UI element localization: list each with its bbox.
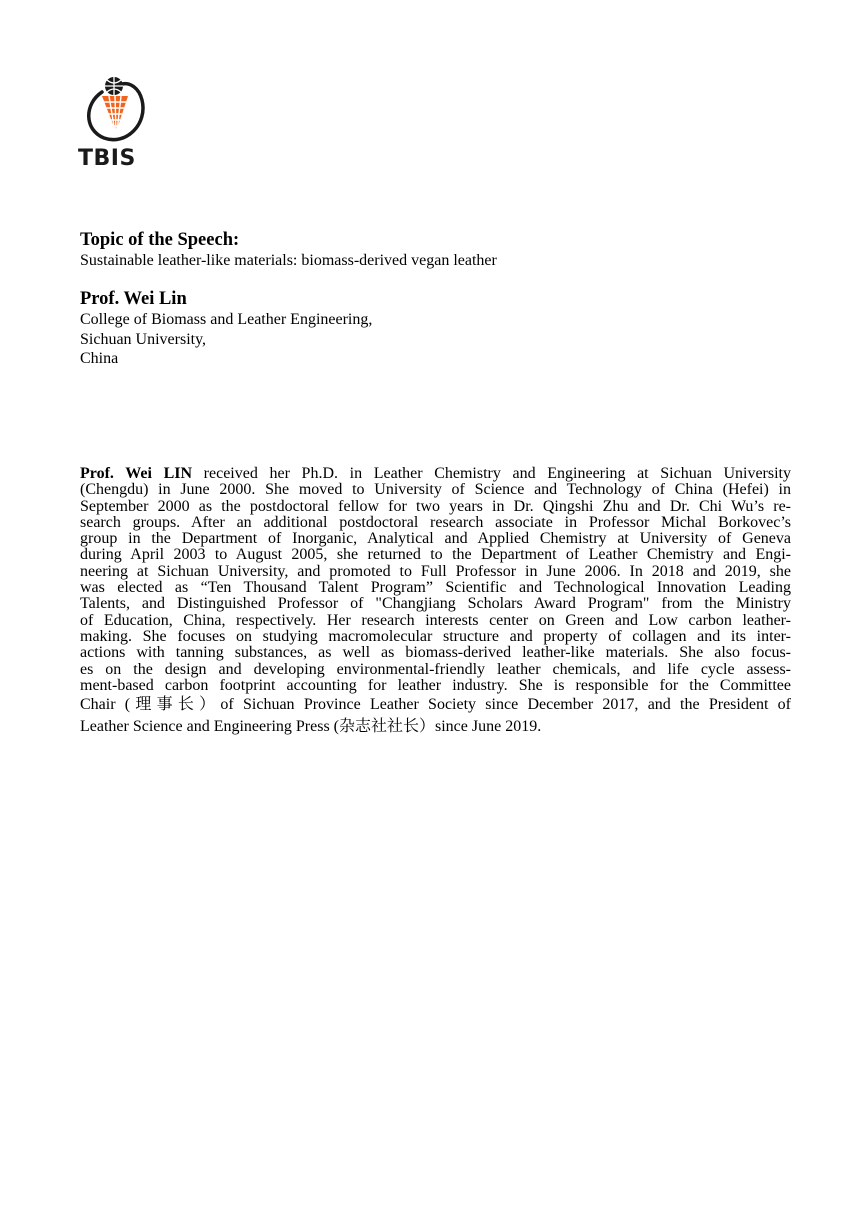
affiliation-line: College of Biomass and Leather Engineering, — [80, 311, 373, 328]
bio-line: (Chengdu) in June 2000. She moved to University of Science and Technology of China (Hefei) in — [80, 481, 791, 499]
speech-topic — [80, 229, 780, 271]
bio-line: group in the Department of Inorganic, Analytical and Applied Chemistry at University of Geneva — [80, 530, 791, 548]
bio-line: Talents, and Distinguished Professor of "Changjiang Scholars Award Program" from the Ministry — [80, 595, 791, 613]
bio-line: ment-based carbon footprint accounting for leather industry. She is responsible for the Committee — [80, 676, 791, 694]
speaker-block — [80, 288, 780, 369]
bio-line: of Education, China, respectively. Her research interests center on Green and Low carbon leather- — [80, 611, 791, 629]
bio-line — [80, 466, 791, 482]
bio-line: was elected as “Ten Thousand Talent Program” Scientific and Technological Innovation Leading — [80, 579, 791, 597]
bio-line-text: received her Ph.D. in Leather Chemistry and Engineering at Sichuan University — [192, 465, 791, 482]
bio-line: search groups. After an additional postdoctoral research associate in Professor Michal Borkovec’s — [80, 513, 791, 531]
bio-lead-name: Prof. Wei LIN — [80, 465, 193, 482]
bio-line: during April 2003 to August 2005, she returned to the Department of Leather Chemistry and Engi- — [80, 546, 791, 564]
affiliation-line: Sichuan University, — [80, 330, 207, 348]
bio-line: September 2000 as the postdoctoral fellow for two years in Dr. Qingshi Zhu and Dr. Chi Wu’s re- — [80, 497, 791, 515]
bio-line: actions with tanning substances, as well as biomass-derived leather-like materials. She also focus- — [80, 644, 791, 662]
topic-heading: Topic of the Speech: — [80, 230, 240, 250]
bio-line: Leather Science and Engineering Press (杂志社社长）since June 2019. — [80, 718, 542, 736]
bio-line: making. She focuses on studying macromolecular structure and property of collagen and its inter- — [80, 627, 791, 645]
affiliation-line: China — [80, 350, 119, 367]
tbis-logo-icon — [82, 74, 146, 144]
speaker-name: Prof. Wei Lin — [80, 289, 187, 309]
bio-line: neering at Sichuan University, and promoted to Full Professor in June 2006. In 2018 and 2019, she — [80, 562, 791, 580]
topic-title: Sustainable leather-like materials: biomass-derived vegan leather — [80, 252, 497, 269]
tbis-logo-text: TBIS — [78, 146, 136, 171]
tbis-logo — [78, 74, 150, 174]
bio-line: es on the design and developing environmental-friendly leather chemicals, and life cycle assess- — [80, 660, 791, 678]
speaker-biography — [80, 466, 791, 738]
bio-line: Chair (理事长）of Sichuan Province Leather Society since December 2017, and the President of — [80, 696, 791, 714]
